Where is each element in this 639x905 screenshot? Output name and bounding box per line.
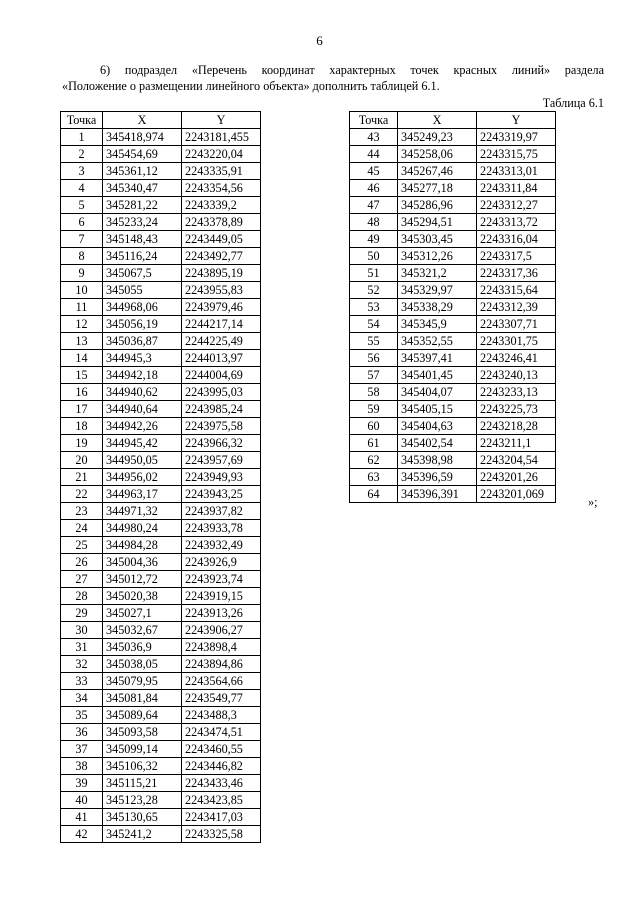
point-number-cell: 24 bbox=[61, 520, 103, 537]
point-number-cell: 40 bbox=[61, 792, 103, 809]
table-row bbox=[61, 605, 261, 622]
x-coordinate-cell: 345106,32 bbox=[103, 758, 182, 775]
point-number-cell: 51 bbox=[350, 265, 398, 282]
y-coordinate-cell: 2243201,069 bbox=[477, 486, 556, 503]
point-number-cell: 8 bbox=[61, 248, 103, 265]
point-number-cell: 53 bbox=[350, 299, 398, 316]
x-coordinate-cell: 345281,22 bbox=[103, 197, 182, 214]
point-number-cell: 10 bbox=[61, 282, 103, 299]
table-row bbox=[350, 469, 556, 486]
table-row bbox=[350, 299, 556, 316]
x-coordinate-cell: 345148,43 bbox=[103, 231, 182, 248]
x-coordinate-cell: 344945,3 bbox=[103, 350, 182, 367]
table-row bbox=[61, 537, 261, 554]
table-row bbox=[61, 384, 261, 401]
header-x: X bbox=[103, 112, 182, 129]
table-row bbox=[61, 197, 261, 214]
x-coordinate-cell: 345093,58 bbox=[103, 724, 182, 741]
x-coordinate-cell: 345396,59 bbox=[398, 469, 477, 486]
table-row bbox=[61, 231, 261, 248]
y-coordinate-cell: 2243315,75 bbox=[477, 146, 556, 163]
point-number-cell: 49 bbox=[350, 231, 398, 248]
x-coordinate-cell: 344945,42 bbox=[103, 435, 182, 452]
table-row bbox=[61, 469, 261, 486]
x-coordinate-cell: 345397,41 bbox=[398, 350, 477, 367]
table-row bbox=[350, 146, 556, 163]
paragraph-line-1: 6) подраздел «Перечень координат характерных точек красных линий» раздела bbox=[100, 63, 604, 77]
table-row bbox=[350, 197, 556, 214]
x-coordinate-cell: 345329,97 bbox=[398, 282, 477, 299]
x-coordinate-cell: 345277,18 bbox=[398, 180, 477, 197]
x-coordinate-cell: 345067,5 bbox=[103, 265, 182, 282]
x-coordinate-cell: 345258,06 bbox=[398, 146, 477, 163]
x-coordinate-cell: 345352,55 bbox=[398, 333, 477, 350]
x-coordinate-cell: 345056,19 bbox=[103, 316, 182, 333]
x-coordinate-cell: 345012,72 bbox=[103, 571, 182, 588]
x-coordinate-cell: 345055 bbox=[103, 282, 182, 299]
table-row bbox=[61, 367, 261, 384]
table-row bbox=[350, 418, 556, 435]
point-number-cell: 62 bbox=[350, 452, 398, 469]
point-number-cell: 47 bbox=[350, 197, 398, 214]
y-coordinate-cell: 2243378,89 bbox=[182, 214, 261, 231]
point-number-cell: 1 bbox=[61, 129, 103, 146]
y-coordinate-cell: 2243955,83 bbox=[182, 282, 261, 299]
y-coordinate-cell: 2243315,64 bbox=[477, 282, 556, 299]
point-number-cell: 63 bbox=[350, 469, 398, 486]
table-row bbox=[61, 656, 261, 673]
y-coordinate-cell: 2243317,36 bbox=[477, 265, 556, 282]
point-number-cell: 34 bbox=[61, 690, 103, 707]
y-coordinate-cell: 2243906,27 bbox=[182, 622, 261, 639]
x-coordinate-cell: 345405,15 bbox=[398, 401, 477, 418]
point-number-cell: 37 bbox=[61, 741, 103, 758]
y-coordinate-cell: 2243220,04 bbox=[182, 146, 261, 163]
x-coordinate-cell: 345004,36 bbox=[103, 554, 182, 571]
x-coordinate-cell: 345345,9 bbox=[398, 316, 477, 333]
table-row bbox=[61, 622, 261, 639]
x-coordinate-cell: 345303,45 bbox=[398, 231, 477, 248]
x-coordinate-cell: 344956,02 bbox=[103, 469, 182, 486]
point-number-cell: 52 bbox=[350, 282, 398, 299]
y-coordinate-cell: 2243225,73 bbox=[477, 401, 556, 418]
y-coordinate-cell: 2243204,54 bbox=[477, 452, 556, 469]
point-number-cell: 60 bbox=[350, 418, 398, 435]
y-coordinate-cell: 2243995,03 bbox=[182, 384, 261, 401]
x-coordinate-cell: 345454,69 bbox=[103, 146, 182, 163]
x-coordinate-cell: 345267,46 bbox=[398, 163, 477, 180]
table-row bbox=[61, 418, 261, 435]
y-coordinate-cell: 2243417,03 bbox=[182, 809, 261, 826]
table-row bbox=[350, 384, 556, 401]
table-row bbox=[61, 129, 261, 146]
y-coordinate-cell: 2243307,71 bbox=[477, 316, 556, 333]
y-coordinate-cell: 2243926,9 bbox=[182, 554, 261, 571]
table-row bbox=[61, 333, 261, 350]
table-row bbox=[61, 724, 261, 741]
point-number-cell: 64 bbox=[350, 486, 398, 503]
x-coordinate-cell: 345249,23 bbox=[398, 129, 477, 146]
table-row bbox=[61, 452, 261, 469]
y-coordinate-cell: 2243549,77 bbox=[182, 690, 261, 707]
y-coordinate-cell: 2243218,28 bbox=[477, 418, 556, 435]
y-coordinate-cell: 2243446,82 bbox=[182, 758, 261, 775]
x-coordinate-cell: 344968,06 bbox=[103, 299, 182, 316]
y-coordinate-cell: 2243312,39 bbox=[477, 299, 556, 316]
table-row bbox=[61, 741, 261, 758]
table-row bbox=[61, 248, 261, 265]
table-row bbox=[61, 792, 261, 809]
y-coordinate-cell: 2244217,14 bbox=[182, 316, 261, 333]
y-coordinate-cell: 2243181,455 bbox=[182, 129, 261, 146]
table-row bbox=[61, 146, 261, 163]
x-coordinate-cell: 345340,47 bbox=[103, 180, 182, 197]
y-coordinate-cell: 2243233,13 bbox=[477, 384, 556, 401]
table-row bbox=[61, 282, 261, 299]
y-coordinate-cell: 2244004,69 bbox=[182, 367, 261, 384]
y-coordinate-cell: 2243301,75 bbox=[477, 333, 556, 350]
table-caption: Таблица 6.1 bbox=[542, 96, 604, 110]
table-row bbox=[61, 673, 261, 690]
x-coordinate-cell: 344980,24 bbox=[103, 520, 182, 537]
table-row bbox=[350, 316, 556, 333]
point-number-cell: 58 bbox=[350, 384, 398, 401]
y-coordinate-cell: 2243474,51 bbox=[182, 724, 261, 741]
table-row bbox=[350, 350, 556, 367]
table-body-left bbox=[61, 129, 261, 843]
table-header-row bbox=[61, 112, 261, 129]
point-number-cell: 17 bbox=[61, 401, 103, 418]
x-coordinate-cell: 345130,65 bbox=[103, 809, 182, 826]
x-coordinate-cell: 344984,28 bbox=[103, 537, 182, 554]
table-row bbox=[350, 333, 556, 350]
table-row bbox=[61, 639, 261, 656]
x-coordinate-cell: 344942,18 bbox=[103, 367, 182, 384]
x-coordinate-cell: 345401,45 bbox=[398, 367, 477, 384]
x-coordinate-cell: 345038,05 bbox=[103, 656, 182, 673]
table-row bbox=[61, 826, 261, 843]
point-number-cell: 38 bbox=[61, 758, 103, 775]
y-coordinate-cell: 2243492,77 bbox=[182, 248, 261, 265]
coordinates-table-right bbox=[349, 111, 556, 503]
table-row bbox=[61, 401, 261, 418]
point-number-cell: 27 bbox=[61, 571, 103, 588]
y-coordinate-cell: 2243919,15 bbox=[182, 588, 261, 605]
point-number-cell: 26 bbox=[61, 554, 103, 571]
y-coordinate-cell: 2243354,56 bbox=[182, 180, 261, 197]
header-y: Y bbox=[477, 112, 556, 129]
point-number-cell: 5 bbox=[61, 197, 103, 214]
point-number-cell: 12 bbox=[61, 316, 103, 333]
point-number-cell: 25 bbox=[61, 537, 103, 554]
point-number-cell: 41 bbox=[61, 809, 103, 826]
x-coordinate-cell: 345402,54 bbox=[398, 435, 477, 452]
table-row bbox=[61, 571, 261, 588]
table-row bbox=[350, 265, 556, 282]
x-coordinate-cell: 345123,28 bbox=[103, 792, 182, 809]
table-row bbox=[61, 503, 261, 520]
paragraph-line-2: «Положение о размещении линейного объекта» дополнить таблицей 6.1. bbox=[62, 79, 440, 93]
table-row bbox=[61, 520, 261, 537]
y-coordinate-cell: 2243943,25 bbox=[182, 486, 261, 503]
y-coordinate-cell: 2244225,49 bbox=[182, 333, 261, 350]
x-coordinate-cell: 345036,9 bbox=[103, 639, 182, 656]
y-coordinate-cell: 2243957,69 bbox=[182, 452, 261, 469]
point-number-cell: 46 bbox=[350, 180, 398, 197]
closing-quote: »; bbox=[588, 495, 598, 509]
table-row bbox=[61, 180, 261, 197]
point-number-cell: 59 bbox=[350, 401, 398, 418]
y-coordinate-cell: 2243240,13 bbox=[477, 367, 556, 384]
header-y: Y bbox=[182, 112, 261, 129]
point-number-cell: 35 bbox=[61, 707, 103, 724]
x-coordinate-cell: 344940,62 bbox=[103, 384, 182, 401]
y-coordinate-cell: 2243937,82 bbox=[182, 503, 261, 520]
y-coordinate-cell: 2243985,24 bbox=[182, 401, 261, 418]
point-number-cell: 54 bbox=[350, 316, 398, 333]
x-coordinate-cell: 344942,26 bbox=[103, 418, 182, 435]
x-coordinate-cell: 345418,974 bbox=[103, 129, 182, 146]
table-row bbox=[61, 265, 261, 282]
x-coordinate-cell: 345396,391 bbox=[398, 486, 477, 503]
y-coordinate-cell: 2243898,4 bbox=[182, 639, 261, 656]
table-row bbox=[61, 588, 261, 605]
x-coordinate-cell: 345099,14 bbox=[103, 741, 182, 758]
y-coordinate-cell: 2243313,01 bbox=[477, 163, 556, 180]
y-coordinate-cell: 2243335,91 bbox=[182, 163, 261, 180]
x-coordinate-cell: 345286,96 bbox=[398, 197, 477, 214]
y-coordinate-cell: 2243966,32 bbox=[182, 435, 261, 452]
table-row bbox=[61, 707, 261, 724]
y-coordinate-cell: 2243933,78 bbox=[182, 520, 261, 537]
point-number-cell: 21 bbox=[61, 469, 103, 486]
y-coordinate-cell: 2243979,46 bbox=[182, 299, 261, 316]
point-number-cell: 6 bbox=[61, 214, 103, 231]
y-coordinate-cell: 2243211,1 bbox=[477, 435, 556, 452]
point-number-cell: 18 bbox=[61, 418, 103, 435]
point-number-cell: 7 bbox=[61, 231, 103, 248]
point-number-cell: 23 bbox=[61, 503, 103, 520]
x-coordinate-cell: 345312,26 bbox=[398, 248, 477, 265]
x-coordinate-cell: 345338,29 bbox=[398, 299, 477, 316]
y-coordinate-cell: 2243312,27 bbox=[477, 197, 556, 214]
table-body-right bbox=[350, 129, 556, 503]
point-number-cell: 9 bbox=[61, 265, 103, 282]
point-number-cell: 3 bbox=[61, 163, 103, 180]
x-coordinate-cell: 345089,64 bbox=[103, 707, 182, 724]
point-number-cell: 15 bbox=[61, 367, 103, 384]
table-row bbox=[61, 758, 261, 775]
x-coordinate-cell: 345020,38 bbox=[103, 588, 182, 605]
table-row bbox=[61, 435, 261, 452]
point-number-cell: 44 bbox=[350, 146, 398, 163]
y-coordinate-cell: 2243319,97 bbox=[477, 129, 556, 146]
point-number-cell: 33 bbox=[61, 673, 103, 690]
y-coordinate-cell: 2243423,85 bbox=[182, 792, 261, 809]
x-coordinate-cell: 345079,95 bbox=[103, 673, 182, 690]
y-coordinate-cell: 2243913,26 bbox=[182, 605, 261, 622]
point-number-cell: 2 bbox=[61, 146, 103, 163]
y-coordinate-cell: 2243449,05 bbox=[182, 231, 261, 248]
header-x: X bbox=[398, 112, 477, 129]
page-number: 6 bbox=[316, 33, 323, 48]
header-point: Точка bbox=[61, 112, 103, 129]
table-row bbox=[350, 486, 556, 503]
x-coordinate-cell: 344963,17 bbox=[103, 486, 182, 503]
x-coordinate-cell: 345233,24 bbox=[103, 214, 182, 231]
x-coordinate-cell: 345321,2 bbox=[398, 265, 477, 282]
y-coordinate-cell: 2243317,5 bbox=[477, 248, 556, 265]
y-coordinate-cell: 2243975,58 bbox=[182, 418, 261, 435]
point-number-cell: 13 bbox=[61, 333, 103, 350]
y-coordinate-cell: 2244013,97 bbox=[182, 350, 261, 367]
x-coordinate-cell: 345116,24 bbox=[103, 248, 182, 265]
point-number-cell: 56 bbox=[350, 350, 398, 367]
x-coordinate-cell: 344950,05 bbox=[103, 452, 182, 469]
point-number-cell: 50 bbox=[350, 248, 398, 265]
y-coordinate-cell: 2243894,86 bbox=[182, 656, 261, 673]
point-number-cell: 32 bbox=[61, 656, 103, 673]
table-row bbox=[61, 163, 261, 180]
table-row bbox=[350, 248, 556, 265]
table-row bbox=[350, 214, 556, 231]
table-row bbox=[61, 486, 261, 503]
x-coordinate-cell: 345036,87 bbox=[103, 333, 182, 350]
table-row bbox=[61, 809, 261, 826]
y-coordinate-cell: 2243949,93 bbox=[182, 469, 261, 486]
y-coordinate-cell: 2243923,74 bbox=[182, 571, 261, 588]
y-coordinate-cell: 2243564,66 bbox=[182, 673, 261, 690]
point-number-cell: 16 bbox=[61, 384, 103, 401]
table-row bbox=[61, 775, 261, 792]
point-number-cell: 61 bbox=[350, 435, 398, 452]
x-coordinate-cell: 345115,21 bbox=[103, 775, 182, 792]
table-row bbox=[61, 690, 261, 707]
point-number-cell: 20 bbox=[61, 452, 103, 469]
point-number-cell: 30 bbox=[61, 622, 103, 639]
point-number-cell: 29 bbox=[61, 605, 103, 622]
y-coordinate-cell: 2243246,41 bbox=[477, 350, 556, 367]
point-number-cell: 45 bbox=[350, 163, 398, 180]
point-number-cell: 28 bbox=[61, 588, 103, 605]
table-row bbox=[350, 435, 556, 452]
header-point: Точка bbox=[350, 112, 398, 129]
table-row bbox=[350, 163, 556, 180]
y-coordinate-cell: 2243311,84 bbox=[477, 180, 556, 197]
point-number-cell: 39 bbox=[61, 775, 103, 792]
table-row bbox=[61, 214, 261, 231]
point-number-cell: 31 bbox=[61, 639, 103, 656]
x-coordinate-cell: 345361,12 bbox=[103, 163, 182, 180]
x-coordinate-cell: 345398,98 bbox=[398, 452, 477, 469]
y-coordinate-cell: 2243460,55 bbox=[182, 741, 261, 758]
point-number-cell: 42 bbox=[61, 826, 103, 843]
point-number-cell: 57 bbox=[350, 367, 398, 384]
x-coordinate-cell: 344940,64 bbox=[103, 401, 182, 418]
point-number-cell: 11 bbox=[61, 299, 103, 316]
x-coordinate-cell: 345081,84 bbox=[103, 690, 182, 707]
x-coordinate-cell: 345027,1 bbox=[103, 605, 182, 622]
point-number-cell: 22 bbox=[61, 486, 103, 503]
table-row bbox=[350, 231, 556, 248]
y-coordinate-cell: 2243433,46 bbox=[182, 775, 261, 792]
table-row bbox=[350, 180, 556, 197]
point-number-cell: 48 bbox=[350, 214, 398, 231]
point-number-cell: 14 bbox=[61, 350, 103, 367]
y-coordinate-cell: 2243316,04 bbox=[477, 231, 556, 248]
y-coordinate-cell: 2243932,49 bbox=[182, 537, 261, 554]
x-coordinate-cell: 345404,63 bbox=[398, 418, 477, 435]
table-header-row bbox=[350, 112, 556, 129]
table-row bbox=[350, 452, 556, 469]
point-number-cell: 55 bbox=[350, 333, 398, 350]
point-number-cell: 4 bbox=[61, 180, 103, 197]
x-coordinate-cell: 345241,2 bbox=[103, 826, 182, 843]
x-coordinate-cell: 345404,07 bbox=[398, 384, 477, 401]
amendment-paragraph bbox=[62, 62, 604, 94]
table-row bbox=[350, 282, 556, 299]
x-coordinate-cell: 345294,51 bbox=[398, 214, 477, 231]
point-number-cell: 36 bbox=[61, 724, 103, 741]
y-coordinate-cell: 2243895,19 bbox=[182, 265, 261, 282]
y-coordinate-cell: 2243201,26 bbox=[477, 469, 556, 486]
coordinates-table-left bbox=[60, 111, 261, 843]
table-row bbox=[61, 299, 261, 316]
table-row bbox=[61, 316, 261, 333]
point-number-cell: 43 bbox=[350, 129, 398, 146]
table-row bbox=[350, 129, 556, 146]
table-row bbox=[350, 367, 556, 384]
y-coordinate-cell: 2243313,72 bbox=[477, 214, 556, 231]
table-row bbox=[61, 350, 261, 367]
y-coordinate-cell: 2243339,2 bbox=[182, 197, 261, 214]
table-row bbox=[350, 401, 556, 418]
x-coordinate-cell: 344971,32 bbox=[103, 503, 182, 520]
y-coordinate-cell: 2243488,3 bbox=[182, 707, 261, 724]
y-coordinate-cell: 2243325,58 bbox=[182, 826, 261, 843]
x-coordinate-cell: 345032,67 bbox=[103, 622, 182, 639]
table-row bbox=[61, 554, 261, 571]
point-number-cell: 19 bbox=[61, 435, 103, 452]
